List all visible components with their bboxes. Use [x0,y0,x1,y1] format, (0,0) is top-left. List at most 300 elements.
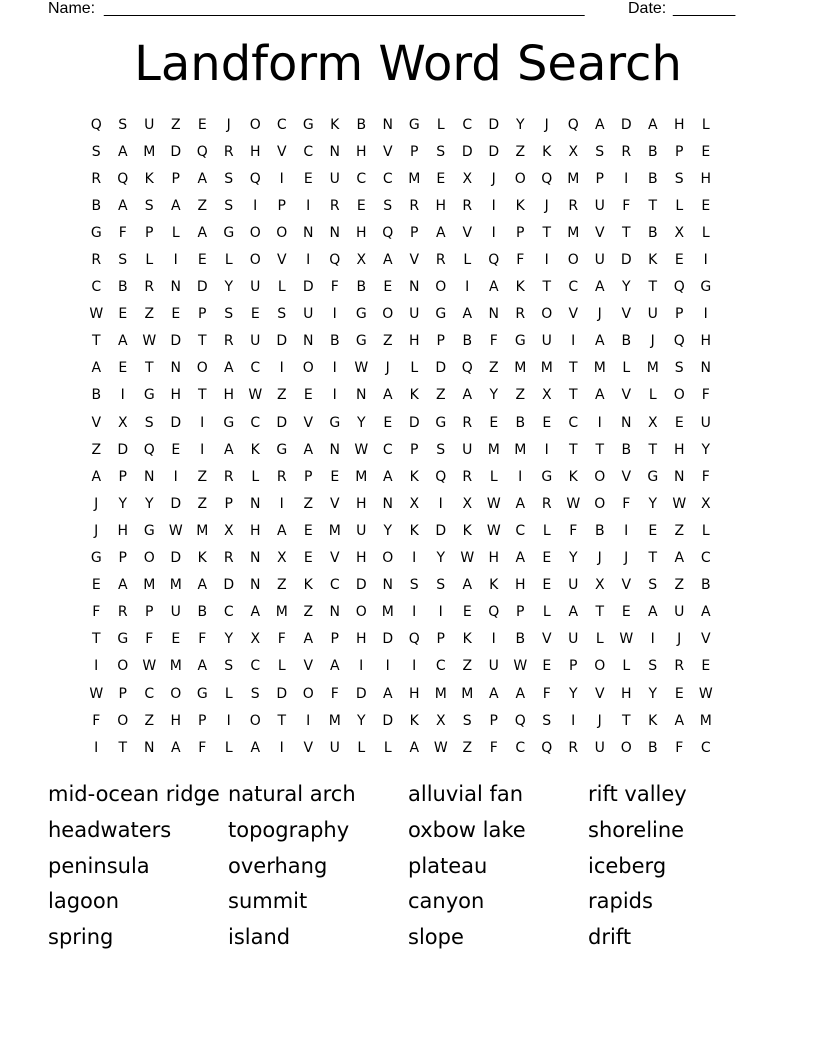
word-list-item: slope [408,925,464,950]
grid-letter: A [462,387,473,404]
grid-letter: R [223,333,234,350]
grid-letter: N [250,550,261,567]
grid-letter: E [303,550,313,567]
grid-letter: C [329,577,340,594]
grid-letter: N [674,468,685,485]
word-list-item: peninsula [48,853,150,878]
grid-letter: E [462,604,472,621]
grid-letter: D [408,414,420,431]
grid-letter: K [409,387,419,404]
grid-letter: W [460,550,475,567]
grid-letter: B [356,116,367,133]
grid-letter: I [226,712,231,729]
grid-letter: F [569,522,578,539]
grid-row [83,274,733,301]
grid-letter: R [223,468,234,485]
grid-letter: N [409,279,420,296]
grid-letter: T [568,360,578,377]
grid-letter: W [672,495,687,512]
grid-letter: O [249,252,261,269]
grid-letter: M [355,468,368,485]
grid-letter: E [303,522,313,539]
grid-letter: M [646,360,659,377]
grid-letter: S [144,414,154,431]
word-list-item: canyon [408,889,485,914]
grid-letter: P [145,224,154,241]
grid-letter: U [329,170,340,187]
grid-letter: U [594,197,605,214]
grid-letter: M [593,360,606,377]
grid-letter: D [276,414,288,431]
grid-letter: Q [408,631,420,648]
grid-letter: D [620,116,632,133]
grid-letter: L [224,252,233,269]
grid-letter: K [303,577,313,594]
grid-letter: Z [197,495,208,512]
grid-letter: N [250,577,261,594]
grid-letter: H [700,333,712,350]
grid-letter: I [385,658,390,675]
word-list-item: rapids [588,889,653,914]
grid-letter: I [200,441,205,458]
grid-letter: C [356,170,367,187]
grid-letter: C [250,414,261,431]
grid-letter: X [462,170,473,187]
grid-letter: B [91,197,102,214]
grid-letter: E [648,522,658,539]
grid-row [83,111,733,138]
grid-letter: B [197,604,208,621]
grid-letter: Y [224,279,234,296]
word-list-item: summit [228,889,308,914]
date-label: Date: [628,0,667,17]
grid-letter: Y [568,550,578,567]
grid-letter: G [90,550,102,567]
grid-letter: L [701,116,710,133]
grid-letter: E [197,116,207,133]
grid-letter: W [142,333,157,350]
grid-letter: H [700,170,712,187]
grid-letter: Y [515,116,525,133]
grid-letter: I [703,252,708,269]
grid-letter: H [170,387,182,404]
grid-letter: Z [303,604,314,621]
grid-letter: G [223,414,235,431]
letter-grid [83,111,733,761]
grid-letter: N [700,360,711,377]
grid-letter: T [648,550,658,567]
grid-letter: K [250,441,260,458]
grid-letter: E [303,170,313,187]
grid-letter: G [276,441,288,458]
grid-letter: Q [435,468,447,485]
grid-letter: R [435,252,446,269]
grid-letter: C [91,279,102,296]
grid-letter: O [117,658,129,675]
grid-row [83,490,733,517]
grid-letter: T [91,631,101,648]
grid-letter: D [382,631,394,648]
grid-letter: E [383,279,393,296]
grid-letter: Y [224,631,234,648]
grid-letter: S [436,143,446,160]
grid-letter: I [253,197,258,214]
grid-letter: W [486,522,501,539]
grid-letter: I [120,387,125,404]
grid-letter: Q [514,712,526,729]
grid-letter: A [515,550,526,567]
grid-letter: B [621,333,632,350]
grid-letter: R [568,197,579,214]
grid-letter: F [330,279,339,296]
grid-letter: O [567,252,579,269]
grid-letter: A [329,658,340,675]
grid-letter: P [198,306,207,323]
grid-letter: U [329,739,340,756]
grid-letter: I [173,468,178,485]
grid-letter: L [383,739,392,756]
grid-letter: Y [648,495,658,512]
grid-letter: Z [276,577,287,594]
grid-letter: U [568,631,579,648]
grid-letter: W [89,306,104,323]
grid-letter: G [435,306,447,323]
grid-row [83,138,733,165]
grid-letter: A [409,739,420,756]
grid-letter: L [277,279,286,296]
grid-letter: M [699,712,712,729]
grid-letter: P [224,495,233,512]
grid-letter: E [542,658,552,675]
grid-letter: A [117,333,128,350]
grid-letter: D [117,441,129,458]
grid-letter: G [196,685,208,702]
grid-letter: A [488,279,499,296]
grid-letter: O [541,306,553,323]
grid-letter: I [703,306,708,323]
grid-letter: L [436,116,445,133]
grid-letter: V [303,414,314,431]
grid-letter: L [277,658,286,675]
grid-letter: W [486,495,501,512]
grid-letter: Z [170,116,181,133]
grid-letter: U [674,604,685,621]
grid-letter: O [620,739,632,756]
grid-letter: D [355,577,367,594]
grid-letter: G [541,468,553,485]
grid-letter: C [515,739,526,756]
grid-letter: P [675,143,684,160]
grid-letter: O [382,550,394,567]
grid-letter: E [118,306,128,323]
grid-letter: I [332,306,337,323]
grid-letter: B [647,224,658,241]
grid-letter: I [624,522,629,539]
grid-letter: I [597,414,602,431]
word-list [48,777,768,956]
grid-letter: M [328,712,341,729]
grid-letter: Z [435,387,446,404]
grid-letter: R [541,495,552,512]
word-list-item: lagoon [48,889,120,914]
grid-letter: I [650,631,655,648]
grid-letter: M [408,170,421,187]
grid-letter: V [621,387,632,404]
word-list-item: iceberg [588,853,667,878]
grid-letter: L [595,631,604,648]
grid-letter: V [303,739,314,756]
grid-letter: K [462,631,472,648]
grid-letter: R [91,170,102,187]
grid-letter: S [436,441,446,458]
grid-letter: E [330,468,340,485]
grid-letter: L [224,739,233,756]
grid-letter: M [461,685,474,702]
grid-letter: X [223,522,234,539]
grid-letter: S [277,306,287,323]
grid-letter: K [568,468,578,485]
grid-letter: A [700,604,711,621]
grid-letter: A [674,712,685,729]
grid-letter: L [251,468,260,485]
grid-letter: B [117,279,128,296]
grid-letter: Y [648,685,658,702]
grid-letter: A [250,739,261,756]
grid-letter: U [250,333,261,350]
grid-letter: H [355,631,367,648]
grid-letter: N [303,333,314,350]
grid-letter: O [302,685,314,702]
grid-letter: V [568,306,579,323]
grid-letter: H [620,685,632,702]
grid-letter: U [594,252,605,269]
grid-letter: S [224,170,234,187]
grid-letter: M [514,441,527,458]
grid-row [83,545,733,572]
grid-letter: P [198,712,207,729]
grid-letter: F [701,468,710,485]
grid-letter: D [170,495,182,512]
grid-letter: Q [117,170,129,187]
grid-letter: O [143,550,155,567]
grid-letter: A [117,143,128,160]
grid-letter: E [674,414,684,431]
grid-letter: P [118,468,127,485]
grid-letter: C [382,441,393,458]
grid-letter: T [648,197,658,214]
grid-letter: P [675,306,684,323]
grid-letter: H [355,550,367,567]
grid-letter: D [461,143,473,160]
grid-letter: K [462,522,472,539]
grid-letter: Y [568,685,578,702]
grid-letter: B [594,522,605,539]
grid-letter: H [117,522,129,539]
grid-letter: Q [488,252,500,269]
grid-letter: I [544,252,549,269]
grid-letter: D [170,333,182,350]
grid-letter: J [226,116,231,133]
grid-letter: W [354,441,369,458]
grid-letter: S [542,712,552,729]
grid-letter: Q [382,224,394,241]
grid-letter: C [700,739,711,756]
grid-letter: V [594,224,605,241]
grid-letter: V [462,224,473,241]
grid-letter: A [647,604,658,621]
grid-letter: Z [382,333,393,350]
grid-letter: G [90,224,102,241]
grid-letter: N [382,116,393,133]
grid-letter: X [594,577,605,594]
grid-row [83,599,733,626]
grid-letter: M [540,360,553,377]
grid-letter: J [677,631,682,648]
grid-letter: U [700,414,711,431]
grid-letter: M [487,441,500,458]
grid-letter: E [171,631,181,648]
grid-letter: G [329,414,341,431]
grid-letter: R [674,658,685,675]
grid-letter: J [385,360,390,377]
grid-letter: J [544,116,549,133]
grid-letter: M [434,685,447,702]
grid-row [83,409,733,436]
grid-letter: V [382,143,393,160]
grid-letter: F [489,333,498,350]
grid-letter: J [597,306,602,323]
grid-letter: S [648,658,658,675]
grid-letter: Z [488,360,499,377]
grid-letter: H [435,197,447,214]
grid-letter: M [143,577,156,594]
grid-letter: I [624,170,629,187]
grid-letter: K [197,550,207,567]
grid-letter: S [250,685,260,702]
grid-letter: V [303,658,314,675]
grid-letter: W [619,631,634,648]
grid-letter: R [621,143,632,160]
grid-letter: M [143,143,156,160]
grid-letter: Q [90,116,102,133]
grid-letter: Z [197,197,208,214]
grid-letter: T [568,441,578,458]
grid-row [83,301,733,328]
grid-letter: J [94,522,99,539]
grid-letter: A [382,685,393,702]
grid-letter: D [435,522,447,539]
grid-letter: C [276,116,287,133]
grid-letter: I [412,604,417,621]
word-list-item: headwaters [48,817,172,842]
grid-letter: H [673,441,685,458]
grid-letter: Q [461,360,473,377]
grid-letter: N [144,468,155,485]
grid-letter: O [117,712,129,729]
grid-letter: E [542,550,552,567]
grid-row [83,463,733,490]
grid-letter: V [621,577,632,594]
grid-letter: T [648,279,658,296]
grid-letter: F [330,685,339,702]
grid-letter: Q [329,252,341,269]
grid-letter: K [409,468,419,485]
grid-letter: P [436,333,445,350]
grid-letter: O [355,604,367,621]
grid-letter: I [571,712,576,729]
grid-letter: F [701,387,710,404]
grid-letter: X [250,631,261,648]
grid-letter: P [277,197,286,214]
grid-letter: U [409,306,420,323]
grid-letter: S [595,143,605,160]
grid-letter: P [330,631,339,648]
grid-letter: Z [515,143,526,160]
grid-letter: M [169,658,182,675]
date-blank-line: _______ [673,0,736,17]
grid-letter: G [117,631,129,648]
grid-letter: S [674,360,684,377]
grid-letter: Q [196,143,208,160]
grid-letter: L [224,685,233,702]
grid-letter: I [518,468,523,485]
grid-letter: R [462,468,473,485]
grid-letter: A [488,685,499,702]
grid-letter: V [700,631,711,648]
grid-letter: N [329,143,340,160]
grid-letter: G [302,116,314,133]
grid-letter: Z [197,468,208,485]
grid-letter: L [410,360,419,377]
grid-letter: X [409,495,420,512]
grid-row [83,246,733,273]
grid-letter: A [594,333,605,350]
grid-row [83,734,733,761]
grid-letter: Y [621,279,631,296]
grid-letter: Q [567,116,579,133]
grid-letter: D [170,414,182,431]
grid-letter: S [91,143,101,160]
grid-letter: S [224,658,234,675]
grid-letter: J [624,550,629,567]
grid-letter: C [250,360,261,377]
grid-letter: T [621,224,631,241]
grid-letter: H [488,550,500,567]
grid-letter: G [223,224,235,241]
grid-letter: H [355,495,367,512]
grid-letter: F [145,631,154,648]
grid-letter: K [515,197,525,214]
grid-letter: C [250,658,261,675]
grid-letter: H [170,712,182,729]
grid-letter: B [621,441,632,458]
word-list-item: island [228,925,291,950]
grid-letter: I [279,495,284,512]
grid-letter: A [303,631,314,648]
grid-letter: I [438,495,443,512]
grid-letter: O [435,279,447,296]
grid-letter: N [329,224,340,241]
word-list-item: plateau [408,853,488,878]
grid-letter: F [516,252,525,269]
grid-letter: G [408,116,420,133]
grid-letter: A [197,577,208,594]
grid-letter: A [170,197,181,214]
grid-letter: B [700,577,711,594]
grid-letter: A [462,577,473,594]
grid-letter: N [488,306,499,323]
grid-letter: N [144,739,155,756]
